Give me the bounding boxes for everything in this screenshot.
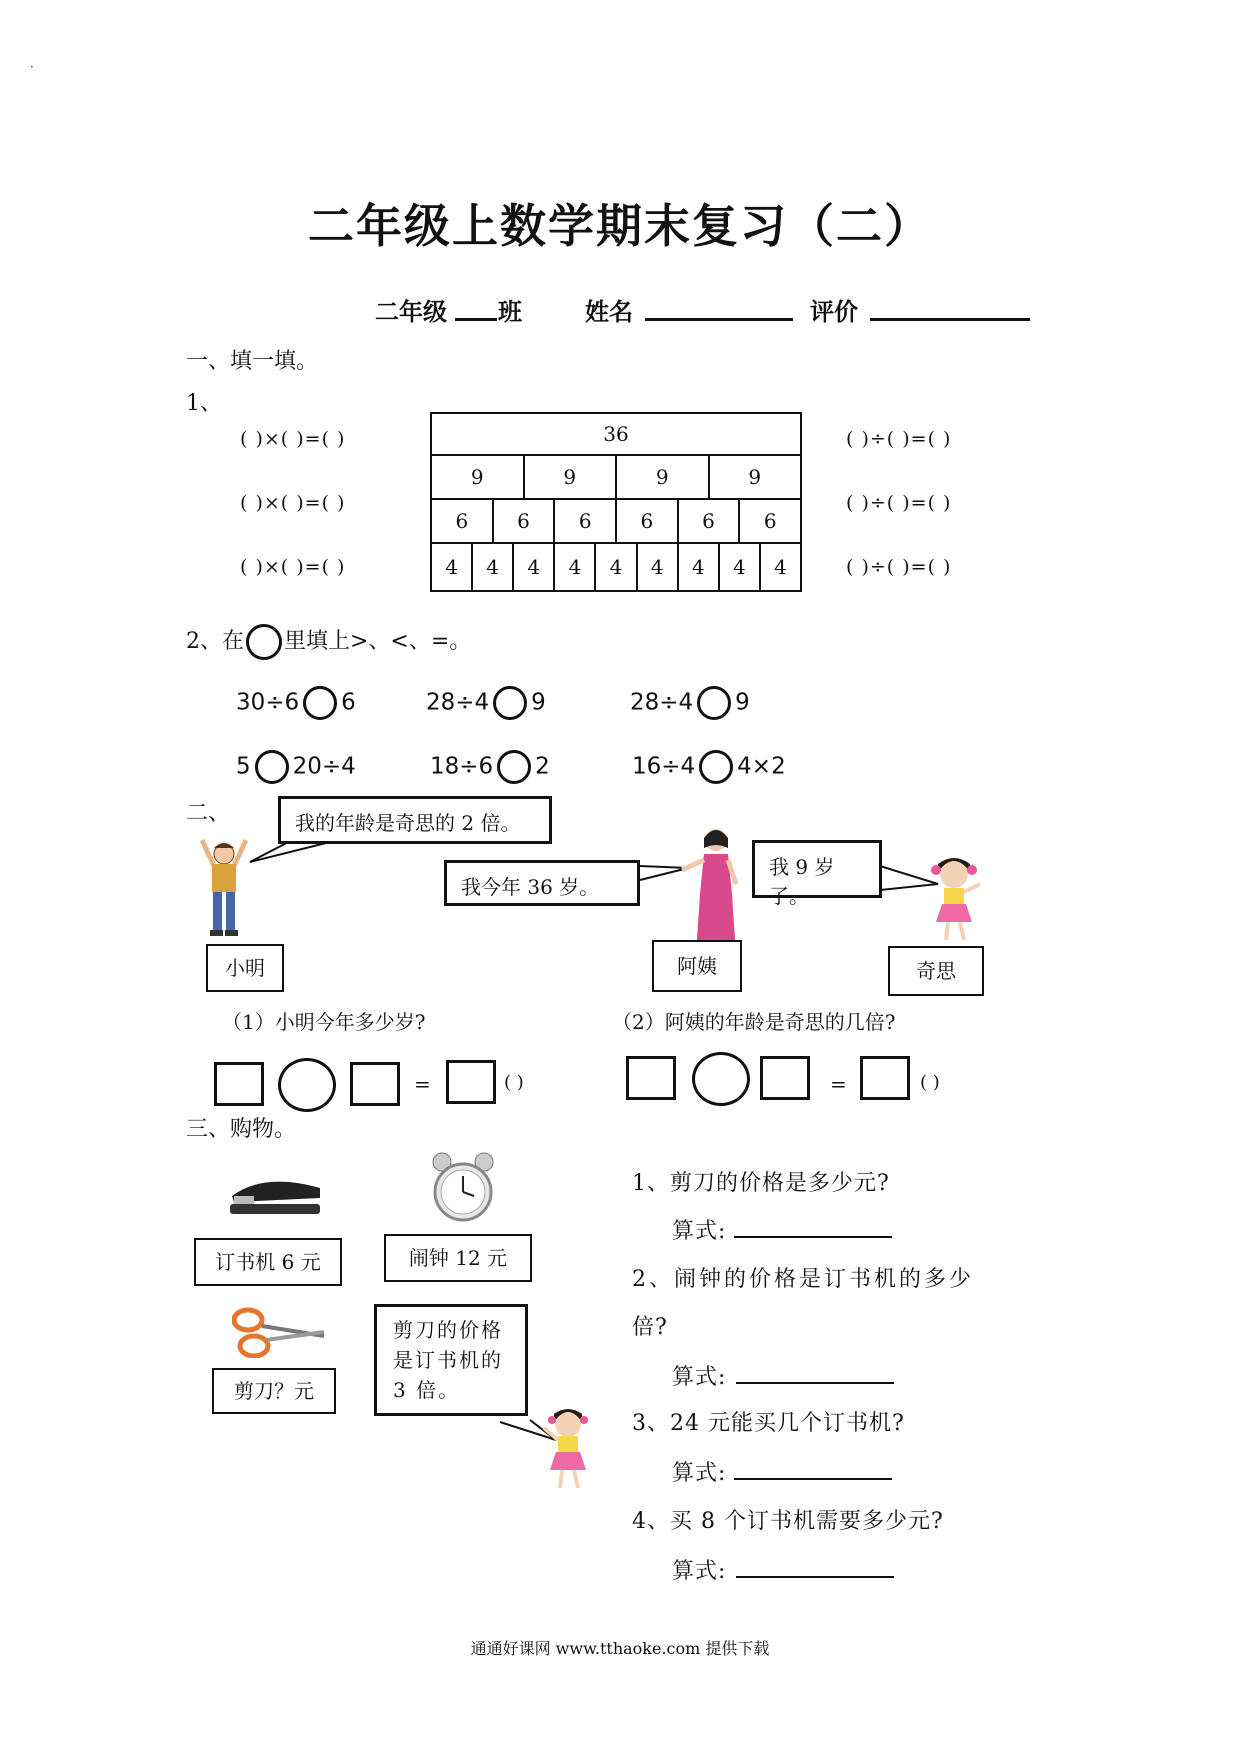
- compare-right: 20÷4: [292, 753, 356, 780]
- name-label: 姓名: [585, 298, 633, 326]
- formula-label: 算式:: [672, 1559, 727, 1584]
- equals-sign: =: [830, 1072, 847, 1096]
- section-3-heading: 三、购物。: [186, 1117, 297, 1142]
- cell-six: 6: [553, 498, 617, 544]
- shop-question-2-cont: 倍?: [632, 1315, 668, 1340]
- section-2-question-1: （1）小明今年多少岁?: [222, 1010, 426, 1034]
- cell-six: 6: [677, 498, 741, 544]
- answer-box[interactable]: [860, 1056, 910, 1100]
- girl-shopping-icon: [542, 1406, 598, 1494]
- cell-four: 4: [677, 542, 720, 592]
- operator-circle[interactable]: [692, 1052, 750, 1106]
- cell-four: 4: [430, 542, 473, 592]
- boy-xiaoming-icon: [196, 836, 252, 946]
- equals-sign: =: [414, 1072, 431, 1096]
- scissors-price-label: 剪刀？元: [212, 1368, 336, 1414]
- formula-answer-line[interactable]: [734, 1478, 892, 1480]
- unit-blank[interactable]: ( ): [920, 1072, 940, 1093]
- operator-circle[interactable]: [278, 1058, 336, 1112]
- compare-right: 9: [531, 689, 546, 716]
- compare-left: 18÷6: [430, 753, 494, 780]
- total-cell: 36: [430, 412, 802, 456]
- answer-box[interactable]: [760, 1056, 810, 1100]
- stapler-price-label: 订书机 6 元: [194, 1238, 342, 1286]
- cell-six: 6: [615, 498, 679, 544]
- scissors-icon: [232, 1306, 328, 1358]
- cell-four: 4: [471, 542, 514, 592]
- cell-six: 6: [492, 498, 556, 544]
- cell-four: 4: [512, 542, 555, 592]
- name-qisi: 奇思: [888, 946, 984, 996]
- formula-answer-line[interactable]: [736, 1576, 894, 1578]
- shop-question-4: 4、买 8 个订书机需要多少元?: [632, 1509, 944, 1534]
- compare-left: 28÷4: [426, 689, 490, 716]
- footer-source: 通通好课网 www.tthaoke.com 提供下载: [470, 1639, 770, 1658]
- bubble-line: 是订书机的: [393, 1348, 503, 1372]
- div-equation-2[interactable]: ( )÷( )=( ): [846, 492, 952, 514]
- name-aunt: 阿姨: [652, 940, 742, 992]
- answer-box[interactable]: [350, 1062, 400, 1106]
- corner-dot: ·: [30, 60, 34, 74]
- question-1-number: 1、: [186, 391, 222, 416]
- cell-six: 6: [738, 498, 802, 544]
- section-2-heading: 二、: [186, 801, 231, 826]
- grade-label: 二年级: [375, 298, 447, 326]
- alarm-clock-icon: [428, 1150, 498, 1226]
- mult-equation-3[interactable]: ( )×( )=( ): [240, 556, 346, 578]
- section-2-question-2: （2）阿姨的年龄是奇思的几倍?: [612, 1010, 896, 1034]
- speech-bubble-scissors: [374, 1304, 528, 1416]
- stapler-icon: [224, 1166, 324, 1226]
- formula-answer-line[interactable]: [736, 1382, 894, 1384]
- speech-bubble-xiaoming: 我的年龄是奇思的 2 倍。: [278, 796, 552, 844]
- compare-right: 2: [535, 753, 550, 780]
- div-equation-1[interactable]: ( )÷( )=( ): [846, 428, 952, 450]
- cell-nine: 9: [523, 454, 618, 500]
- answer-box[interactable]: [626, 1056, 676, 1100]
- cell-four: 4: [718, 542, 761, 592]
- answer-box[interactable]: [446, 1060, 496, 1104]
- speech-bubble-aunt: 我今年 36 岁。: [444, 860, 640, 906]
- cell-four: 4: [553, 542, 596, 592]
- unit-blank[interactable]: ( ): [504, 1072, 524, 1093]
- formula-label: 算式:: [672, 1219, 727, 1244]
- div-equation-3[interactable]: ( )÷( )=( ): [846, 556, 952, 578]
- speech-bubble-qisi: 我 9 岁了。: [752, 840, 882, 898]
- section-1-heading: 一、填一填。: [186, 349, 319, 374]
- bubble-line: 剪刀的价格: [393, 1318, 503, 1342]
- compare-left: 5: [236, 753, 251, 780]
- cell-nine: 9: [708, 454, 803, 500]
- cell-four: 4: [636, 542, 679, 592]
- mult-equation-1[interactable]: ( )×( )=( ): [240, 428, 346, 450]
- shop-question-1: 1、剪刀的价格是多少元?: [632, 1171, 890, 1196]
- page-title: 二年级上数学期末复习（二）: [308, 199, 932, 253]
- compare-left: 16÷4: [632, 753, 696, 780]
- formula-label: 算式:: [672, 1461, 727, 1486]
- name-xiaoming: 小明: [206, 944, 284, 992]
- shop-question-2: 2、闹钟的价格是订书机的多少: [632, 1267, 974, 1292]
- compare-left: 30÷6: [236, 689, 300, 716]
- question-2-suffix: 里填上>、<、=。: [284, 629, 472, 654]
- question-2-prefix: 2、在: [186, 629, 244, 654]
- formula-answer-line[interactable]: [734, 1236, 892, 1238]
- cell-four: 4: [594, 542, 637, 592]
- answer-box[interactable]: [214, 1062, 264, 1106]
- girl-qisi-icon: [926, 854, 986, 946]
- cell-nine: 9: [430, 454, 525, 500]
- formula-label: 算式:: [672, 1365, 727, 1390]
- cell-nine: 9: [615, 454, 710, 500]
- cell-four: 4: [759, 542, 802, 592]
- compare-right: 6: [341, 689, 356, 716]
- eval-label: 评价: [810, 298, 858, 326]
- class-label: 班: [498, 298, 522, 326]
- mult-equation-2[interactable]: ( )×( )=( ): [240, 492, 346, 514]
- compare-right: 4×2: [737, 753, 786, 780]
- shop-question-3: 3、24 元能买几个订书机?: [632, 1411, 905, 1436]
- bubble-line: 3 倍。: [393, 1378, 461, 1402]
- clock-price-label: 闹钟 12 元: [384, 1234, 532, 1282]
- cell-six: 6: [430, 498, 494, 544]
- compare-right: 9: [735, 689, 750, 716]
- compare-left: 28÷4: [630, 689, 694, 716]
